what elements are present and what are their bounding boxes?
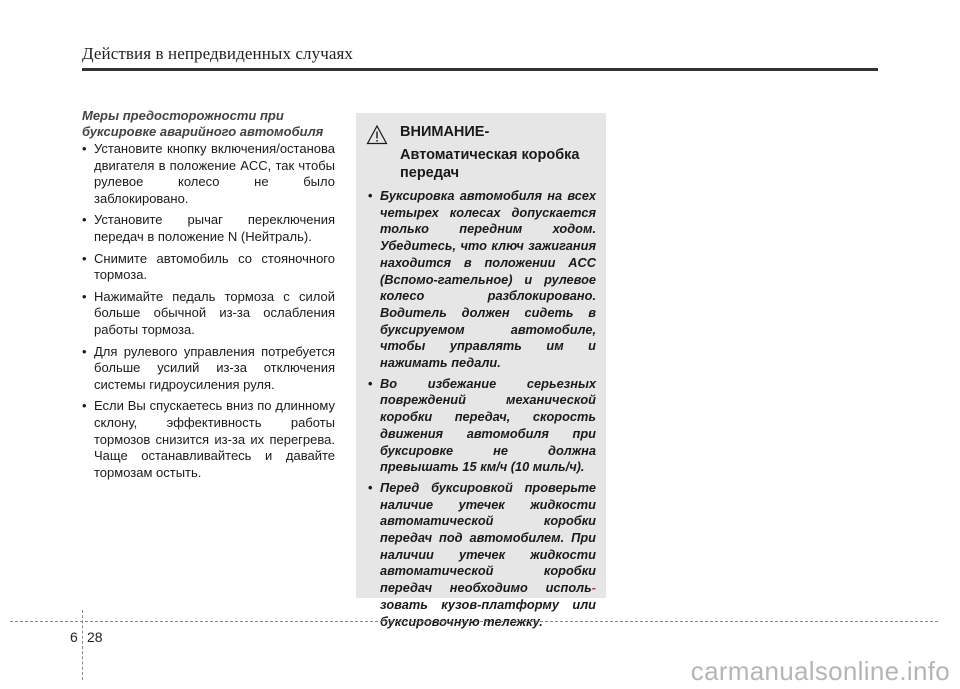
list-item: • Во избежание серьезных повреждений механической коробки передач, скорость движения автомобиля при буксировке не должна превышать 15 км/ч (10 миль/ч). xyxy=(366,376,596,476)
warning-box xyxy=(356,113,606,629)
left-column xyxy=(82,108,335,486)
page-header-title: Действия в непредвиденных случаях xyxy=(82,44,354,63)
precautions-list xyxy=(82,141,335,481)
list-item-text-part1: Перед буксировкой проверьте наличие утечек жидкости автоматической коробки передач под автомобилем. При наличии утечек жидкости автоматической коробки передач необходимо исполь xyxy=(380,479,596,596)
warning-header xyxy=(366,123,596,146)
warning-subtitle: Автоматическая коробка передач xyxy=(400,147,580,181)
watermark: carmanualsonline.info xyxy=(690,656,950,686)
list-item: • Для рулевого управления потребуется больше усилий из-за отключения системы гидроусиления руля. xyxy=(82,344,335,394)
warning-list xyxy=(366,188,596,630)
header-rule xyxy=(82,68,878,71)
list-item: • Буксировка автомобиля на всех четырех колесах допускается только передним ходом. Убедитесь, что ключ зажигания находится в положении ACC (Вспомо-гательное) и рулевое колесо разблокировано. Водитель должен сидеть в буксируемом автомобиле, чтобы управлять им и нажимать педали. xyxy=(366,188,596,372)
list-item: • Снимите автомобиль со стояночного тормоза. xyxy=(82,251,335,284)
page-number: 28 xyxy=(87,629,103,645)
chapter-number: 6 xyxy=(70,629,78,645)
list-item-text-part2: зовать кузов-платформу или буксировочную тележку. xyxy=(380,596,596,629)
list-item: • Нажимайте педаль тормоза с силой больше обычной из-за ослабления работы тормоза. xyxy=(82,289,335,339)
section-heading: Меры предосторожности при буксировке аварийного автомобиля xyxy=(82,108,324,139)
warning-title: ВНИМАНИЕ- xyxy=(400,124,490,140)
list-item: • Установите рычаг переключения передач в положение N (Нейтраль). xyxy=(82,212,335,245)
list-item: • Если Вы спускаетесь вниз по длинному склону, эффективность работы тормозов снизится из-за их перегрева. Чаще останавливайтесь и давайте тормозам остыть. xyxy=(82,398,335,481)
list-item xyxy=(366,480,596,630)
footer-rule xyxy=(10,621,938,622)
warning-triangle-icon xyxy=(366,124,388,146)
list-item: • Установите кнопку включения/останова двигателя в положение ACC, так чтобы рулевое колесо не было заблокировано. xyxy=(82,141,335,207)
hyphen-mark: - xyxy=(591,580,596,596)
footer-divider xyxy=(82,610,83,680)
